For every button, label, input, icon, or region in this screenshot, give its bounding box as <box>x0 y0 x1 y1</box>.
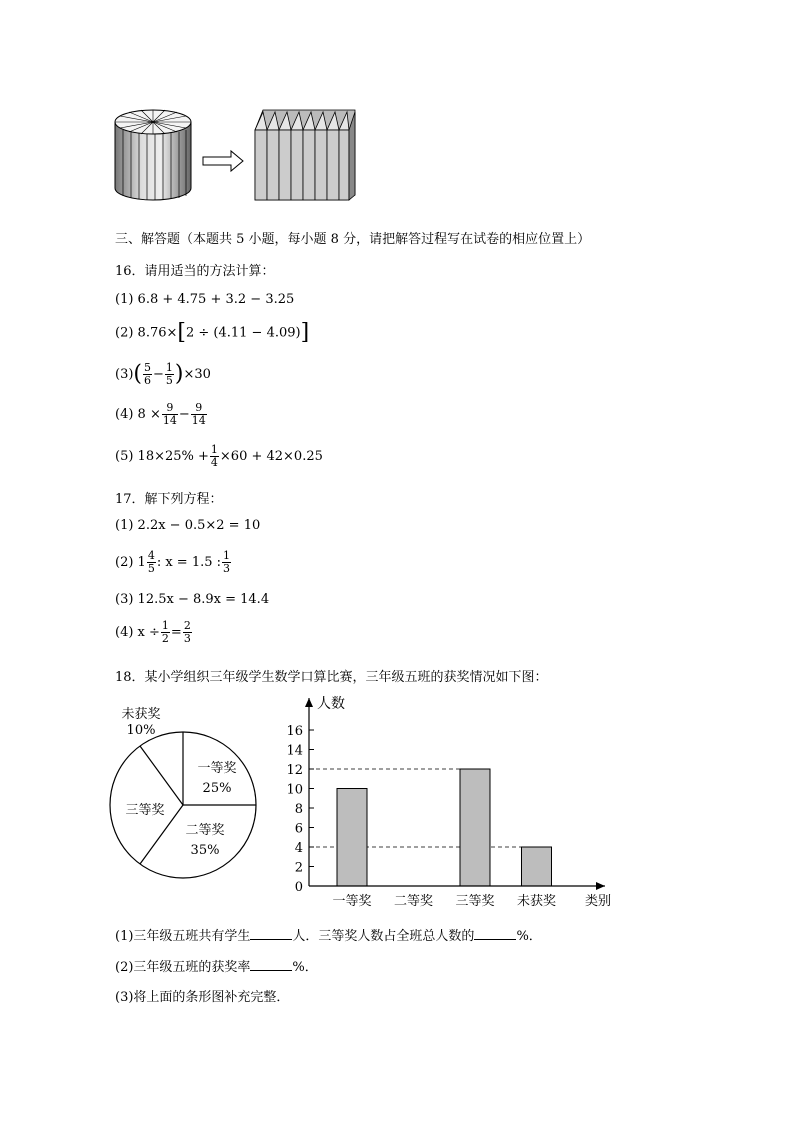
q18-sub2: (2)三年级五班的获奖率 %． <box>115 960 318 975</box>
q16-title: 16．请用适当的方法计算： <box>115 264 275 279</box>
pie-pct-first: 25% <box>202 781 232 796</box>
q18-sub1: (1)三年级五班共有学生 人．三等奖人数占全班总人数的 %． <box>115 929 542 944</box>
q18-sub3: (3)将上面的条形图补充完整． <box>115 990 290 1005</box>
section-heading: 三、解答题（本题共 5 小题，每小题 8 分，请把解答过程写在试卷的相应位置上） <box>115 232 591 247</box>
q16-part1: (1) 6.8 + 4.75 + 3.2 − 3.25 <box>115 292 295 307</box>
q16-part3: (3)( $\frac{5}{6}$ − $\frac{1}{5}$ )×30 <box>115 361 211 387</box>
y-tick-label: 2 <box>294 860 303 876</box>
pie-label-second: 二等奖 <box>185 823 225 838</box>
x-tick-label: 二等奖 <box>393 894 434 909</box>
q18-title: 18．某小学组织三年级学生数学口算比赛，三年级五班的获奖情况如下图： <box>115 670 548 685</box>
x-axis-label: 类别 <box>584 894 612 909</box>
cylinder-transform-figure <box>105 100 375 210</box>
y-axis-arrow-icon <box>305 698 313 707</box>
answer-blank-award-rate <box>250 958 292 971</box>
y-tick-label: 0 <box>294 880 303 895</box>
answer-blank-third-pct <box>474 927 516 940</box>
q16-part2: (2) 8.76×[2 ÷ (4.11 − 4.09)] <box>115 320 310 345</box>
x-tick-label: 未获奖 <box>516 894 557 909</box>
q17-part3: (3) 12.5x − 8.9x = 14.4 <box>115 592 270 607</box>
q16-part5: (5) 18×25% + $\frac{1}{4}$ ×60 + 42×0.25 <box>115 443 323 469</box>
y-tick-label: 16 <box>286 724 303 739</box>
bar <box>460 769 490 886</box>
q16-part4: (4) 8 × $\frac{9}{14}$ − $\frac{9}{14}$ <box>115 401 206 427</box>
bar <box>522 847 552 886</box>
cylinder-icon <box>115 110 191 200</box>
x-tick-label: 三等奖 <box>455 894 495 909</box>
bar <box>337 789 367 887</box>
pie-label-third: 三等奖 <box>125 803 165 818</box>
arrow-right-icon <box>203 151 243 171</box>
y-tick-label: 12 <box>286 763 303 778</box>
pie-pct-none: 10% <box>126 723 156 738</box>
q17-title: 17．解下列方程： <box>115 492 223 507</box>
y-tick-label: 4 <box>294 841 303 856</box>
y-axis-label: 人数 <box>317 696 345 712</box>
pie-label-first: 一等奖 <box>197 761 237 776</box>
pie-pct-second: 35% <box>190 843 220 858</box>
y-tick-label: 14 <box>286 743 303 759</box>
rearranged-strips-icon <box>255 110 355 200</box>
pie-label-none: 未获奖 <box>121 707 161 722</box>
x-axis-arrow-icon <box>596 882 605 890</box>
q17-part1: (1) 2.2x − 0.5×2 = 10 <box>115 518 261 533</box>
x-tick-label: 一等奖 <box>332 894 372 909</box>
q17-part2: (2) 1 $\frac{4}{5}$ : x = 1.5 : $\frac{1}{3}$ <box>115 549 231 575</box>
answer-blank-total <box>250 927 292 940</box>
bar-chart <box>280 690 625 915</box>
y-tick-label: 8 <box>294 802 303 817</box>
y-tick-label: 6 <box>294 821 303 837</box>
q17-part4: (4) x ÷ $\frac{1}{2}$ = $\frac{2}{3}$ <box>115 619 191 645</box>
pie-chart <box>105 700 275 880</box>
y-tick-label: 10 <box>286 782 303 798</box>
